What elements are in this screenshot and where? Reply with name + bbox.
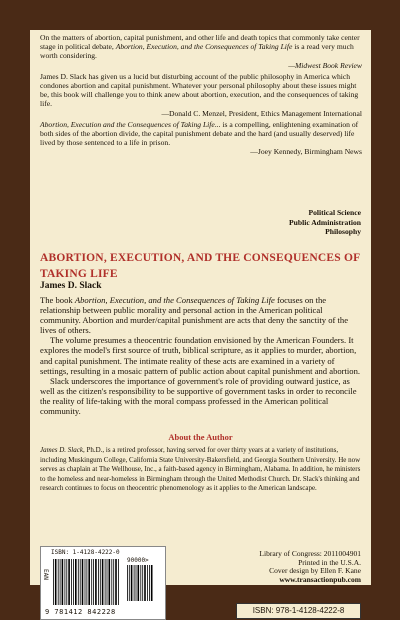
barcode-bars [53,559,123,607]
barcode-bar [118,559,119,605]
back-cover [30,30,371,616]
barcode-bar [68,559,70,605]
barcode-bar [138,565,140,601]
review-blurbs [40,33,362,159]
barcode-bar [113,559,114,605]
barcode-isbn-label: ISBN: 1-4128-4222-0 [51,549,120,556]
review-text [40,33,362,61]
barcode-bar [65,559,66,605]
author-name: James D. Slack [40,281,102,291]
about-author-text [40,446,362,494]
barcode-bar [85,559,86,605]
description-paragraph: Slack underscores the importance of government's role of providing outward justice, as well as the citizen's responsibility to be supportive of government tasks in order to reconcile the reality of life-taking with the moral compass professed in the American political community. [40,375,357,417]
barcode-bar [80,559,81,605]
review-text: James D. Slack has given us a lucid but disturbing account of the public philosophy in America which condones abortion and capital punishment. Whatever your personal philosophy about these issues might be, this book will challenge you to think anew about abortion, execution, and the consequences of taking life. [40,71,359,109]
barcode-bar [142,565,143,601]
barcode-price-code: 90000> [127,557,149,564]
description-paragraph: The volume presumes a theocentric foundation envisioned by the American Founders. It explores the model's first source of truth, biblical scripture, as it applies to murder, abortion, and capital punishment. The intimate reality of these acts are examined in a variety of settings, resulting in a mosaic pattern of public action about capital punishment and abortion. [40,335,361,376]
description-book-title: Abortion, Execution, and the Consequences of Taking Life [74,295,275,305]
barcode-bar [111,559,112,605]
barcode-number: 9 781412 842228 [45,608,116,616]
barcode-bar [134,565,135,601]
review-book-title: Abortion, Execution and the Consequences of Taking Life [40,119,215,129]
isbn-box: ISBN: 978-1-4128-4222-8 [236,603,361,619]
barcode-bar [140,565,141,601]
barcode-bar [149,565,150,601]
about-author-heading: About the Author [168,432,233,442]
review-blurb [40,33,362,70]
about-author-bio: , Ph.D., is a retired professor, having served for over thirty years at a variety of institutions, including Muskingum College, California State University-Bakersfield, and Georgia Southern University. He now serves as chaplain at The Wellhouse, Inc., a faith-based agency in Birmingham, Alabama. In addition, he ministers to the homeless and near-homeless in Birmingham through the United Methodist Church. Dr. Slack's thinking and research continues to focus on theocentric phenomenology as it applies to the American landscape. [40,446,361,493]
barcode-bar [136,565,137,601]
review-attribution [40,147,362,156]
publisher-line: Cover design by Ellen F. Kane [269,566,361,576]
barcode-bar [151,565,153,601]
barcode-bar [66,559,67,605]
barcode-bar [147,565,148,601]
description-paragraph [40,295,362,335]
barcode-bar [95,559,97,605]
barcode-bar [102,559,104,605]
barcode-bar [131,565,133,601]
barcode-bar [53,559,54,605]
about-author-paragraph [40,446,362,494]
barcode-bar [115,559,117,605]
subject-categories [289,208,361,237]
barcode [40,546,166,620]
barcode-bar [78,559,79,605]
description-text: focuses on the relationship between public morality and personal action in the American political community. Abortion and murder/capital punishment are acts that deny the sanctity of the lives of others. [40,295,349,336]
subject-item: Philosophy [325,227,361,236]
review-attribution: —Donald C. Menzel, President, Ethics Management International [161,108,362,118]
barcode-bar [60,559,61,605]
review-attribution-text: —Midwest Book Review [288,60,362,70]
barcode-bar [58,559,59,605]
barcode-bar [93,559,94,605]
barcode-bar [71,559,72,605]
publisher-website: www.transactionpub.com [279,574,361,584]
publisher-info [259,550,361,584]
book-title: ABORTION, EXECUTION, AND THE CONSEQUENCES OF TAKING LIFE [40,252,360,280]
barcode-bar [107,559,108,605]
barcode-bar [98,559,99,605]
barcode-bar [62,559,64,605]
publisher-line: Printed in the U.S.A. [298,557,361,567]
barcode-bar [100,559,101,605]
barcode-bar [91,559,92,605]
subject-item: Political Science [308,208,361,217]
book-description [40,295,362,416]
barcode-bar [75,559,77,605]
barcode-bar [129,565,130,601]
review-text-post: ... is a compelling, enlightening examination of both sides of the abortion divide, the capital punishment debate and the hard (and usually deserved) life lived by those sentenced to a life in prison. [40,119,359,148]
review-attribution [40,61,362,70]
barcode-bar [105,559,106,605]
review-book-title: Abortion, Execution, and the Consequences of Taking Life [115,42,293,52]
barcode-bar [144,565,146,601]
barcode-bar [127,565,128,601]
subject-item: Public Administration [289,217,361,227]
review-blurb [40,120,362,157]
publisher-line: Library of Congress: 2011004901 [259,549,361,558]
review-text-pre: On the matters of abortion, capital punishment, and other life and death topics that commonly take center stage in political debate, [40,33,360,52]
barcode-bar [55,559,57,605]
description-text: The book [40,295,75,305]
barcode-bar [87,559,88,605]
review-attribution-text: —Joey Kennedy, Birmingham News [250,147,362,157]
barcode-bar [109,559,111,605]
review-blurb [40,72,362,118]
price-barcode-bars [127,565,157,603]
review-text-post: is a read very much worth considering. [40,42,354,61]
barcode-bar [82,559,84,605]
about-author-name: James D. Slack [40,446,83,454]
barcode-ean-label: EAN [42,569,49,580]
barcode-bar [88,559,90,605]
review-text [40,120,362,148]
barcode-bar [73,559,74,605]
